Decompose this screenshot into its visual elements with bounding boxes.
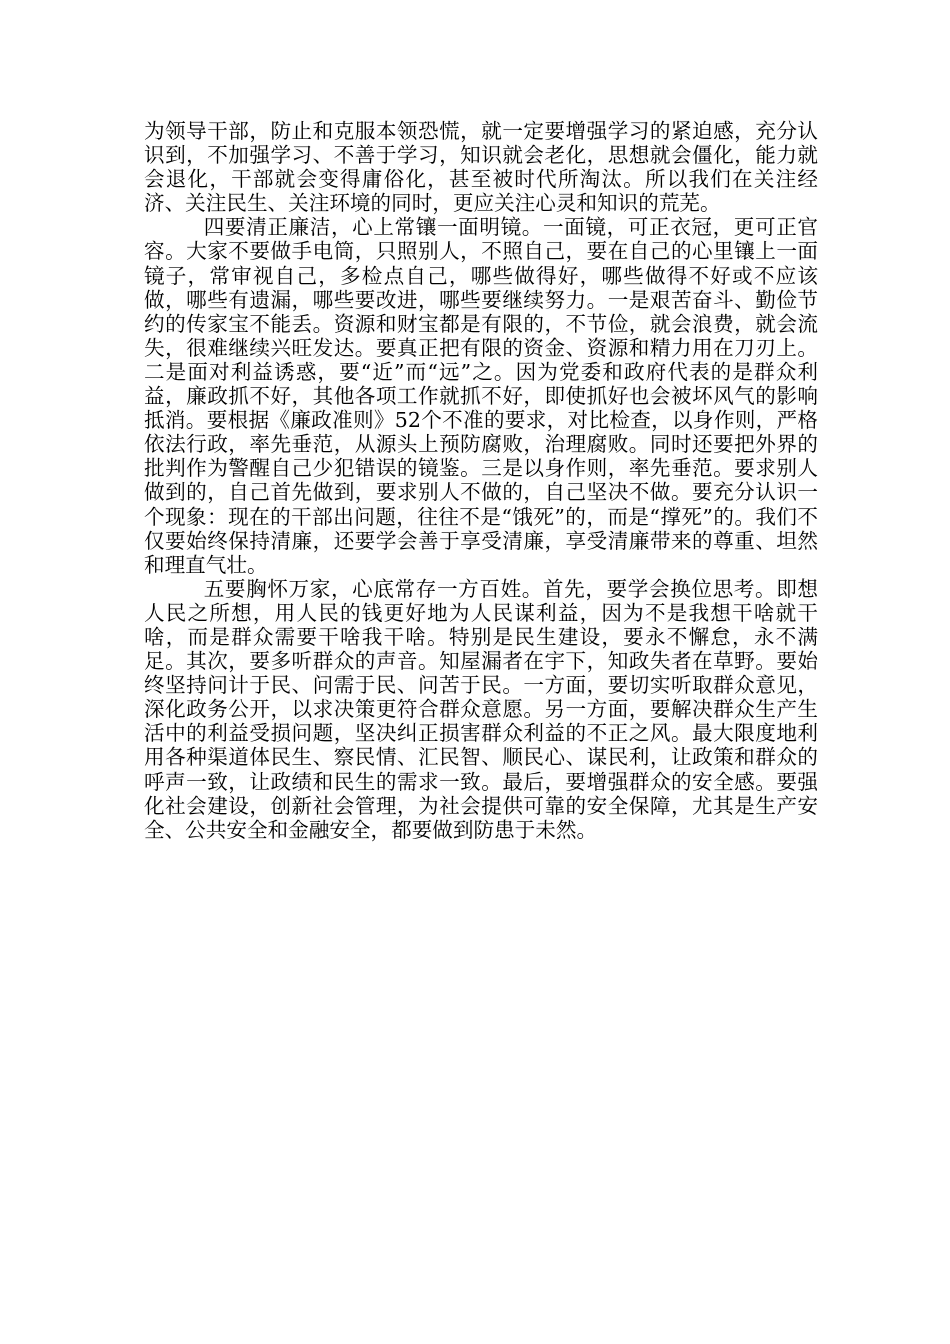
document-body [144,119,818,842]
paragraph-integrity: 四要清正廉洁，心上常镶一面明镜。一面镜，可正衣冠，更可正官容。大家不要做手电筒，只照别人，不照自己，要在自己的心里镶上一面镜子，常审视自己，多检点自己，哪些做得好，哪些做得不好或不应该做，哪些有遗漏，哪些要改进，哪些要继续努力。一是艰苦奋斗、勤俭节约的传家宝不能丢。资源和财宝都是有限的，不节俭，就会浪费，就会流失，很难继续兴旺发达。要真正把有限的资金、资源和精力用在刀刃上。二是面对利益诱惑，要“近”而“远”之。因为党委和政府代表的是群众利益，廉政抓不好，其他各项工作就抓不好，即使抓好也会被坏风气的影响抵消。要根据《廉政准则》52个不准的要求，对比检查，以身作则，严格依法行政，率先垂范，从源头上预防腐败，治理腐败。同时还要把外界的批判作为警醒自己少犯错误的镜鉴。三是以身作则，率先垂范。要求别人做到的，自己首先做到，要求别人不做的，自己坚决不做。要充分认识一个现象：现在的干部出问题，往往不是“饿死”的，而是“撑死”的。我们不仅要始终保持清廉，还要学会善于享受清廉，享受清廉带来的尊重、坦然和理直气壮。 [144,215,818,577]
paragraph-people: 五要胸怀万家，心底常存一方百姓。首先，要学会换位思考。即想人民之所想，用人民的钱更好地为人民谋利益，因为不是我想干啥就干啥，而是群众需要干啥我干啥。特别是民生建设，要永不懈怠，永不满足。其次，要多听群众的声音。知屋漏者在宇下，知政失者在草野。要始终坚持问计于民、问需于民、问苦于民。一方面，要切实听取群众意见，深化政务公开，以求决策更符合群众意愿。另一方面，要解决群众生产生活中的利益受损问题，坚决纠正损害群众利益的不正之风。最大限度地利用各种渠道体民生、察民情、汇民智、顺民心、谋民利，让政策和群众的呼声一致，让政绩和民生的需求一致。最后，要增强群众的安全感。要强化社会建设，创新社会管理，为社会提供可靠的安全保障，尤其是生产安全、公共安全和金融安全，都要做到防患于未然。 [144,576,818,842]
paragraph-continuation: 为领导干部，防止和克服本领恐慌，就一定要增强学习的紧迫感，充分认识到，不加强学习、不善于学习，知识就会老化，思想就会僵化，能力就会退化，干部就会变得庸俗化，甚至被时代所淘汰。所以我们在关注经济、关注民生、关注环境的同时，更应关注心灵和知识的荒芜。 [144,119,818,216]
